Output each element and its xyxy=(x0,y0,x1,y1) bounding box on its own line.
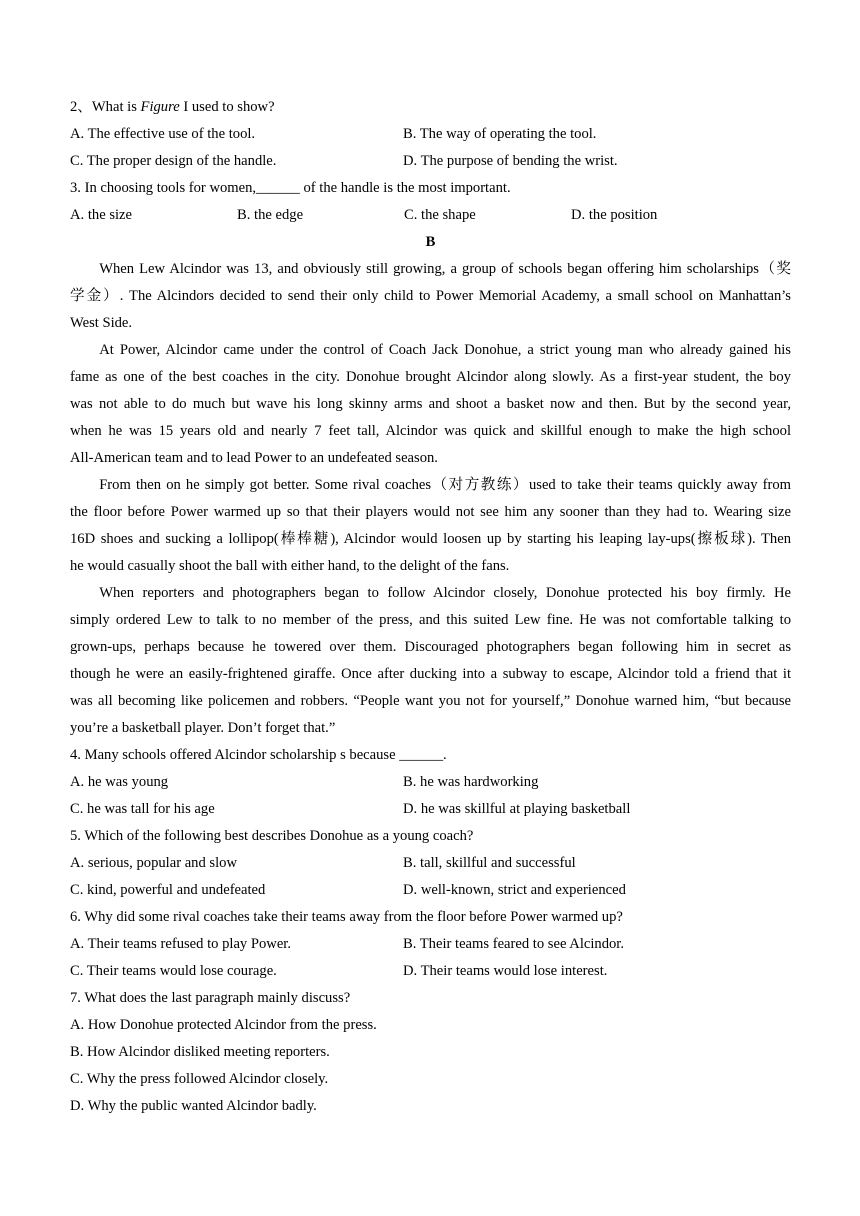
question-4-options-row-2 xyxy=(70,796,791,823)
passage-line: 16D shoes and sucking a lollipop(棒棒糖), Alcindor would loosen up by starting his leaping lay-ups(擦板球). Then xyxy=(70,531,791,547)
passage-line: When Lew Alcindor was 13, and obviously still growing, a group of schools began offering him scholarships（奖 xyxy=(99,261,791,277)
question-5-options-row-1 xyxy=(70,850,791,877)
question-3-option-c: C. the shape xyxy=(404,207,476,223)
question-7-option-b: B. How Alcindor disliked meeting reporters. xyxy=(70,1044,330,1060)
passage-line: fame as one of the best coaches in the city. Donohue brought Alcindor along slowly. As a first-year student, the boy xyxy=(70,369,791,385)
passage-line: West Side. xyxy=(70,315,133,331)
question-2-stem-italic: Figure xyxy=(140,99,180,115)
question-2-option-d: D. The purpose of bending the wrist. xyxy=(403,153,618,169)
question-4-stem: 4. Many schools offered Alcindor scholarship s because ______. xyxy=(70,747,447,763)
question-5-option-c: C. kind, powerful and undefeated xyxy=(70,882,266,898)
question-4-option-d: D. he was skillful at playing basketball xyxy=(403,801,631,817)
question-3-options xyxy=(70,202,791,229)
exam-page xyxy=(70,94,791,1120)
question-5-options-row-2 xyxy=(70,877,791,904)
question-6-option-c: C. Their teams would lose courage. xyxy=(70,963,277,979)
passage-line: the floor before Power warmed up so that their players would not see him any sooner than they had to. Wearing size xyxy=(70,504,791,520)
passage-line: you’re a basketball player. Don’t forget that.” xyxy=(70,720,336,736)
passage-line: All-American team and to lead Power to an undefeated season. xyxy=(70,450,438,466)
passage-paragraph-3 xyxy=(70,472,791,580)
question-5-option-d: D. well-known, strict and experienced xyxy=(403,882,626,898)
question-3-option-b: B. the edge xyxy=(237,207,304,223)
passage-line: simply ordered Lew to talk to no member of the press, and this suited Lew fine. He was not comfortable talking to xyxy=(70,612,791,628)
question-7-option-c: C. Why the press followed Alcindor closely. xyxy=(70,1071,329,1087)
passage-line: was all becoming like policemen and robbers. “People want you not for yourself,” Donohue warned him, “but because xyxy=(70,693,791,709)
passage-line: was not able to do much but wave his long skinny arms and shoot a basket now and then. But by the second year, xyxy=(70,396,791,412)
question-6-option-d: D. Their teams would lose interest. xyxy=(403,963,608,979)
question-2-option-c: C. The proper design of the handle. xyxy=(70,153,277,169)
passage-line: 学金）. The Alcindors decided to send their only child to Power Memorial Academy, a small school on Manhattan’s xyxy=(70,288,791,304)
passage-line: when he was 15 years old and nearly 7 feet tall, Alcindor was quick and skillful enough to make the high school xyxy=(70,423,791,439)
question-5-option-a: A. serious, popular and slow xyxy=(70,855,237,871)
passage-line: though he were an easily-frightened giraffe. Once after ducking into a subway to escape, Alcindor told a friend that it xyxy=(70,666,791,682)
question-3-stem: 3. In choosing tools for women,______ of the handle is the most important. xyxy=(70,180,511,196)
question-2-stem xyxy=(70,94,791,121)
question-5-stem: 5. Which of the following best describes Donohue as a young coach? xyxy=(70,828,474,844)
question-4-option-b: B. he was hardworking xyxy=(403,774,539,790)
question-2-option-b: B. The way of operating the tool. xyxy=(403,126,597,142)
question-2-options-row-1 xyxy=(70,121,791,148)
question-3-option-d: D. the position xyxy=(571,207,658,223)
question-6-option-b: B. Their teams feared to see Alcindor. xyxy=(403,936,625,952)
question-3-option-a: A. the size xyxy=(70,207,133,223)
question-7-option-d: D. Why the public wanted Alcindor badly. xyxy=(70,1098,317,1114)
question-4-option-a: A. he was young xyxy=(70,774,169,790)
question-2-options-row-2 xyxy=(70,148,791,175)
question-6-option-a: A. Their teams refused to play Power. xyxy=(70,936,292,952)
question-2-option-a: A. The effective use of the tool. xyxy=(70,126,256,142)
passage-line: From then on he simply got better. Some rival coaches（对方教练）used to take their teams quickly away from xyxy=(99,477,791,493)
passage-paragraph-4 xyxy=(70,580,791,742)
passage-line: When reporters and photographers began to follow Alcindor closely, Donohue protected his boy firmly. He xyxy=(99,585,791,601)
passage-paragraph-1 xyxy=(70,256,791,337)
question-2-stem-text: 2、What is xyxy=(70,99,141,115)
passage-line: he would casually shoot the ball with either hand, to the delight of the fans. xyxy=(70,558,510,574)
question-4-options-row-1 xyxy=(70,769,791,796)
passage-paragraph-2 xyxy=(70,337,791,472)
question-4-option-c: C. he was tall for his age xyxy=(70,801,215,817)
passage-line: At Power, Alcindor came under the control of Coach Jack Donohue, a strict young man who already gained his xyxy=(99,342,791,358)
passage-line: grown-ups, perhaps because he towered over them. Discouraged photographers began following him in secret as xyxy=(70,639,791,655)
question-7-stem: 7. What does the last paragraph mainly discuss? xyxy=(70,990,351,1006)
question-2-stem-text-end: I used to show? xyxy=(179,99,275,115)
question-6-options-row-1 xyxy=(70,931,791,958)
question-6-stem: 6. Why did some rival coaches take their teams away from the floor before Power warmed up? xyxy=(70,909,623,925)
question-6-options-row-2 xyxy=(70,958,791,985)
question-5-option-b: B. tall, skillful and successful xyxy=(403,855,576,871)
question-7-option-a: A. How Donohue protected Alcindor from the press. xyxy=(70,1017,377,1033)
section-label: B xyxy=(425,234,436,250)
